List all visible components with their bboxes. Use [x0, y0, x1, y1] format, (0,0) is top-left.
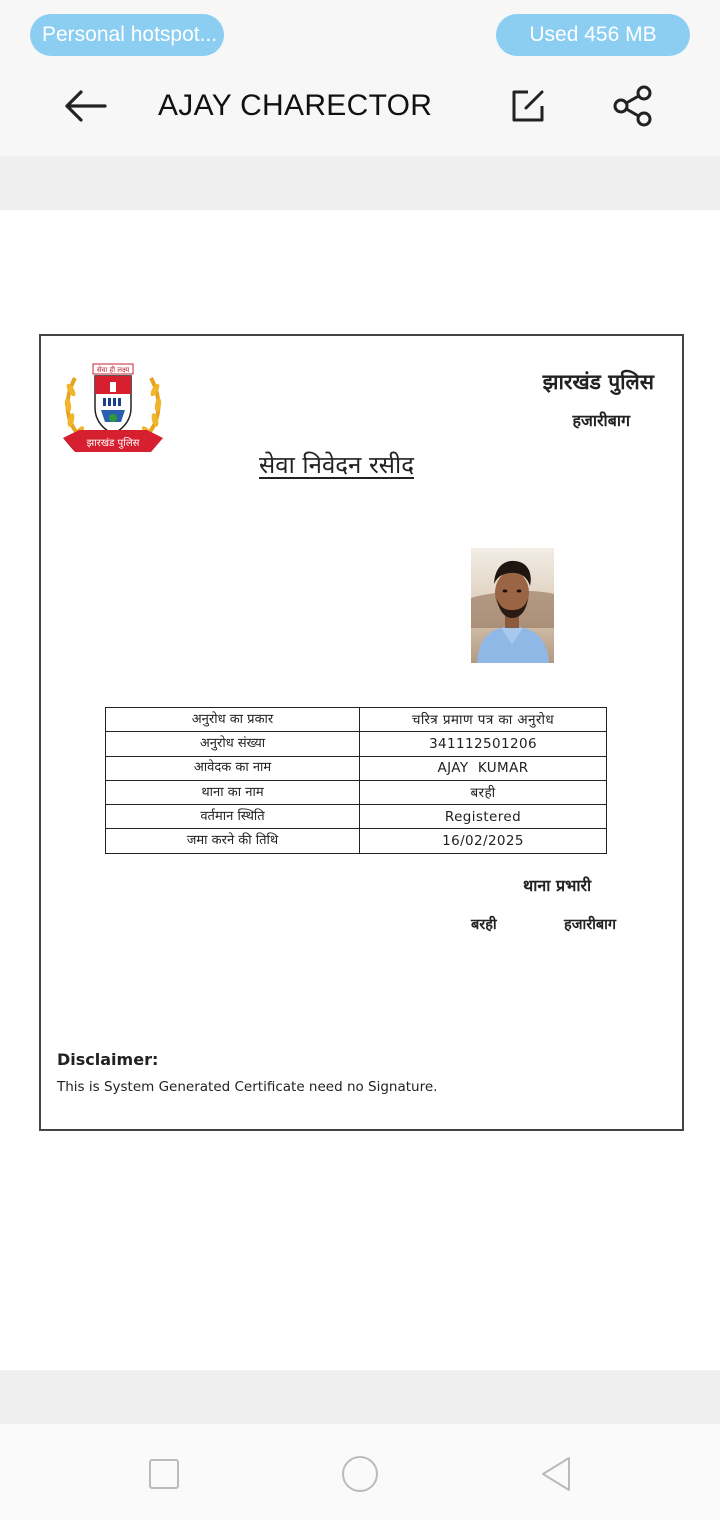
- share-icon: [611, 84, 655, 128]
- table-row: [106, 829, 607, 853]
- back-button[interactable]: [60, 81, 110, 131]
- hotspot-pill[interactable]: Personal hotspot...: [30, 14, 224, 56]
- row-value-request-number: 341112501206: [360, 732, 607, 756]
- row-label-submission-date: जमा करने की तिथि: [106, 829, 360, 853]
- receipt-document: [39, 334, 684, 1131]
- row-value-current-status: Registered: [360, 805, 607, 829]
- system-back-button[interactable]: [528, 1446, 584, 1502]
- disclaimer-text: This is System Generated Certificate need no Signature.: [57, 1079, 438, 1095]
- document-title: सेवा निवेदन रसीद: [259, 451, 414, 479]
- row-label-police-station: थाना का नाम: [106, 780, 360, 804]
- row-value-request-type: चरित्र प्रमाण पत्र का अनुरोध: [360, 708, 607, 732]
- row-value-submission-date: 16/02/2025: [360, 829, 607, 853]
- table-row: [106, 732, 607, 756]
- recents-button[interactable]: [136, 1446, 192, 1502]
- disclaimer-title: Disclaimer:: [57, 1050, 159, 1069]
- table-row: [106, 756, 607, 780]
- row-label-request-type: अनुरोध का प्रकार: [106, 708, 360, 732]
- svg-text:झारखंड पुलिस: झारखंड पुलिस: [86, 438, 140, 449]
- viewer-top-band: [0, 156, 720, 210]
- circle-icon: [341, 1455, 379, 1493]
- row-label-request-number: अनुरोध संख्या: [106, 732, 360, 756]
- organization-name: झारखंड पुलिस: [542, 369, 654, 394]
- request-details-table: [105, 707, 607, 854]
- arrow-left-icon: [63, 90, 107, 122]
- triangle-back-icon: [539, 1456, 573, 1492]
- edit-icon: [510, 88, 546, 124]
- row-value-police-station: बरही: [360, 780, 607, 804]
- home-button[interactable]: [332, 1446, 388, 1502]
- table-row: [106, 780, 607, 804]
- data-usage-pill[interactable]: Used 456 MB: [496, 14, 690, 56]
- page-title: AJAY CHARECTOR: [158, 89, 433, 122]
- navigation-bar: [0, 1424, 720, 1520]
- viewer-bottom-band: [0, 1370, 720, 1424]
- row-label-current-status: वर्तमान स्थिति: [106, 805, 360, 829]
- applicant-photo: [471, 548, 554, 663]
- district-name: हजारीबाग: [572, 411, 630, 430]
- row-value-applicant-name: AJAY KUMAR: [360, 756, 607, 780]
- toolbar: [0, 56, 720, 156]
- jharkhand-police-logo: [59, 360, 167, 458]
- row-label-applicant-name: आवेदक का नाम: [106, 756, 360, 780]
- signatory-title: थाना प्रभारी: [523, 876, 592, 895]
- signatory-district: हजारीबाग: [564, 916, 617, 933]
- share-button[interactable]: [608, 81, 658, 131]
- document-viewer[interactable]: [0, 210, 720, 1370]
- table-row: [106, 805, 607, 829]
- status-bar: [0, 0, 720, 56]
- edit-button[interactable]: [503, 81, 553, 131]
- signatory-station: बरही: [471, 916, 497, 933]
- table-row: [106, 708, 607, 732]
- svg-text:सेवा ही लक्ष्य: सेवा ही लक्ष्य: [96, 366, 130, 374]
- square-icon: [148, 1458, 180, 1490]
